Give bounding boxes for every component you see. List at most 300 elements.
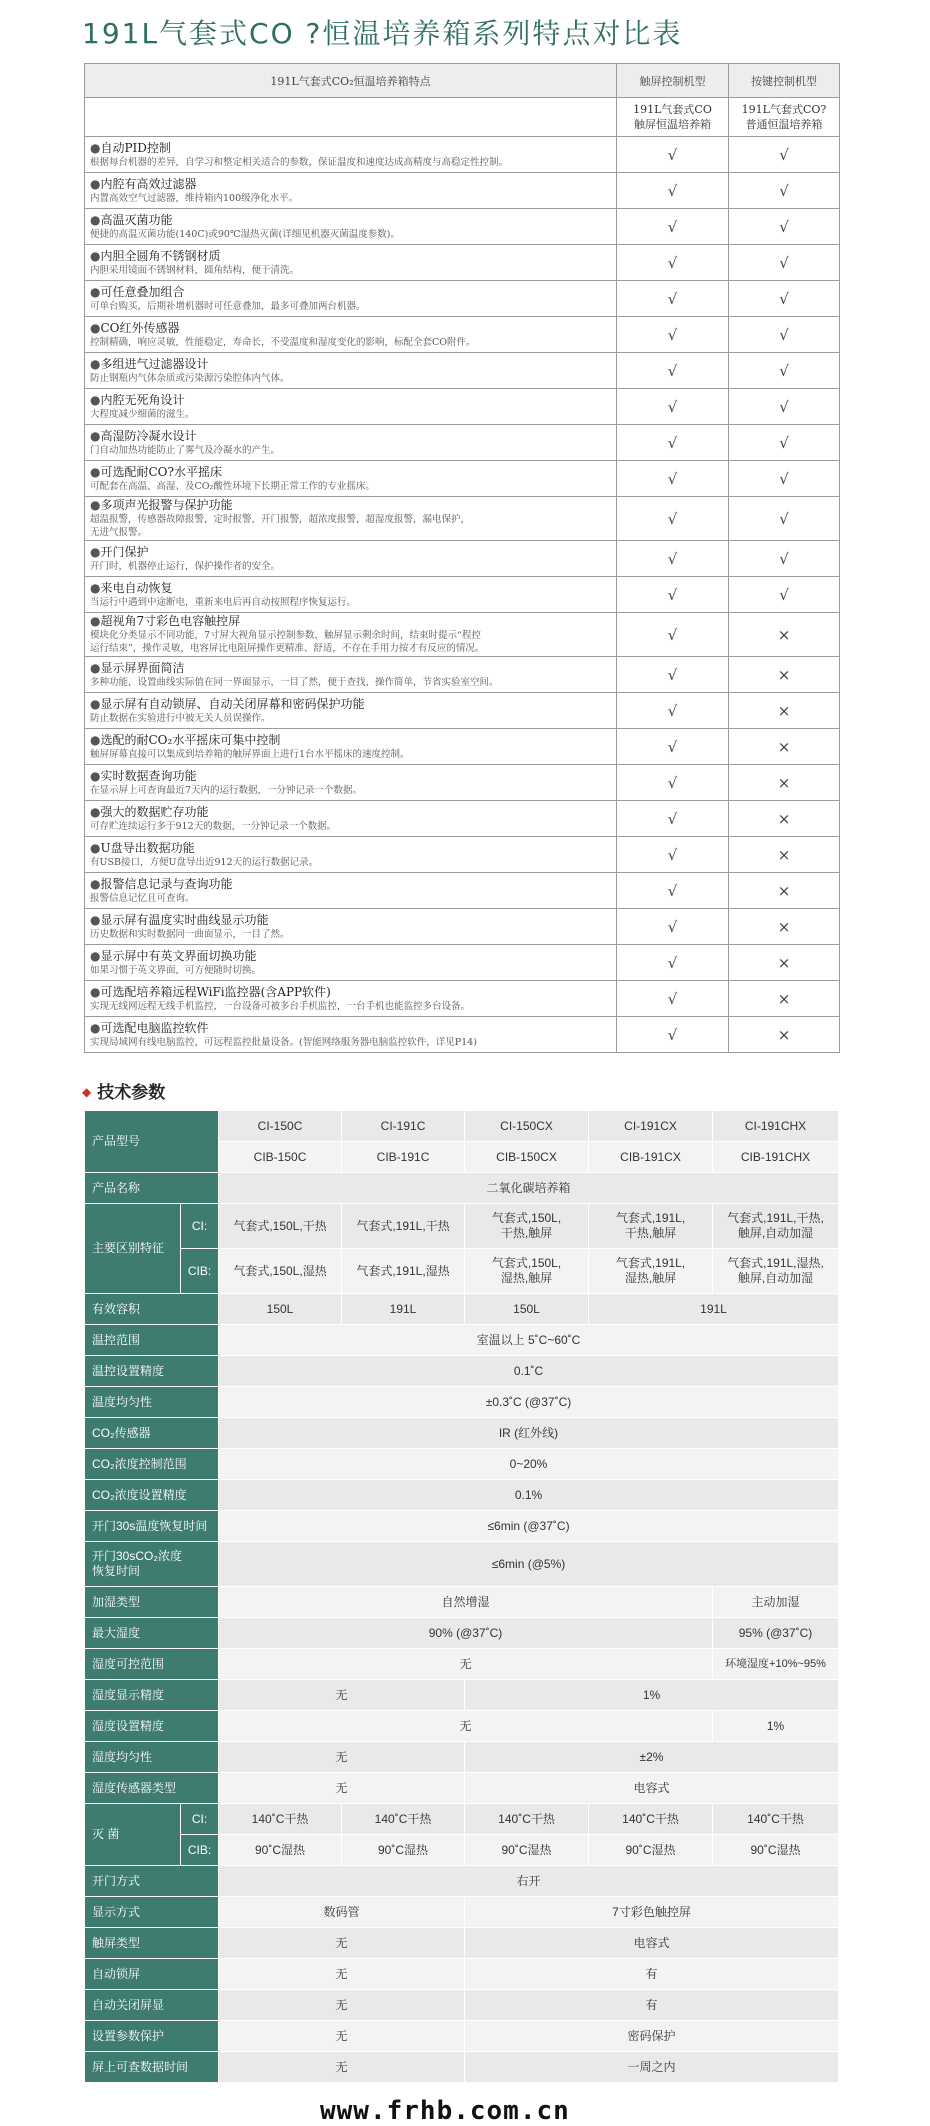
feature-cell [85, 765, 617, 801]
button-model-mark: √ [729, 209, 840, 245]
feature-title-line [90, 581, 611, 596]
feature-ci-1: 气套式,150L,干热 [219, 1204, 342, 1249]
feature-title: 开门保护 [100, 544, 149, 559]
feature-title-line [90, 769, 611, 784]
touch-model-mark: √ [617, 461, 729, 497]
feature-cell [85, 317, 617, 353]
feature-cib-tag: CIB: [181, 1249, 219, 1294]
steril-cib-2: 90˚C湿热 [342, 1835, 465, 1866]
feature-description: 实现无线网远程无线手机监控，一台设备可被多台手机监控，一台手机也能监控多台设备。 [90, 1000, 471, 1012]
touch-model-text: 191L气套式CO 触屏恒温培养箱 [633, 103, 712, 131]
feature-ci-tag: CI: [181, 1204, 219, 1249]
feature-title: 高湿防冷凝水设计 [100, 428, 197, 443]
autooff-a: 无 [219, 1990, 465, 2021]
feature-description: 控制精确，响应灵敏，性能稳定，寿命长，不受温度和湿度变化的影响，标配全套CO附件。 [90, 336, 476, 348]
touch-model-mark: √ [617, 873, 729, 909]
humid-sensor-label: 湿度传感器类型 [85, 1773, 219, 1804]
feature-cell [85, 945, 617, 981]
touch-model-mark: √ [617, 801, 729, 837]
feature-cell [85, 389, 617, 425]
feature-title-line [90, 913, 611, 928]
feature-title-line [90, 357, 611, 372]
feature-row [85, 317, 840, 353]
feature-label: 主要区别特征 [85, 1204, 181, 1294]
protect-b: 密码保护 [465, 2021, 839, 2052]
button-model-mark: × [729, 729, 840, 765]
steril-cib-3: 90˚C湿热 [465, 1835, 589, 1866]
humid-uni-a: 无 [219, 1742, 465, 1773]
autooff-b: 有 [465, 1990, 839, 2021]
feature-description: 触屏屏幕直接可以集成到培养箱的触屏界面上进行1台水平摇床的速度控制。 [90, 748, 410, 760]
spec-row-display [85, 1897, 839, 1928]
touch-model-mark: √ [617, 693, 729, 729]
feature-title-line [90, 285, 611, 300]
bullet-dot-icon: ● [90, 984, 101, 999]
query-b: 一周之内 [465, 2052, 839, 2083]
feature-description: 可存贮连续运行多于912天的数据，一分钟记录一个数据。 [90, 820, 337, 832]
touch-model-mark: √ [617, 837, 729, 873]
temp-range-label: 温控范围 [85, 1325, 219, 1356]
display-b: 7寸彩色触控屏 [465, 1897, 839, 1928]
bullet-dot-icon: ● [90, 840, 101, 855]
touch-type-b: 电容式 [465, 1928, 839, 1959]
feature-row [85, 577, 840, 613]
button-model-mark: × [729, 1017, 840, 1053]
bullet-dot-icon: ● [90, 1020, 101, 1035]
feature-description: 当运行中遇到中途断电，重新来电后再自动按照程序恢复运行。 [90, 596, 357, 608]
bullet-dot-icon: ● [90, 804, 101, 819]
steril-cib-5: 90˚C湿热 [713, 1835, 839, 1866]
steril-cib-4: 90˚C湿热 [589, 1835, 713, 1866]
humid-set-label: 湿度设置精度 [85, 1711, 219, 1742]
feature-title: 内腔有高效过滤器 [100, 176, 197, 191]
feature-row [85, 801, 840, 837]
feature-cell [85, 873, 617, 909]
feature-description: 可单台购买，后期补增机器时可任意叠加，最多可叠加两台机器。 [90, 300, 366, 312]
bullet-dot-icon: ● [90, 176, 101, 191]
feature-row [85, 389, 840, 425]
bullet-dot-icon: ● [90, 392, 101, 407]
feature-title: 自动PID控制 [100, 140, 171, 155]
feature-row [85, 765, 840, 801]
bullet-dot-icon: ● [90, 248, 101, 263]
feature-description: 门自动加热功能防止了雾气及冷凝水的产生。 [90, 444, 281, 456]
spec-row-humid-uni [85, 1742, 839, 1773]
protect-label: 设置参数保护 [85, 2021, 219, 2052]
model-cib-3: CIB-150CX [465, 1142, 589, 1173]
feature-cell [85, 1017, 617, 1053]
feature-title-line [90, 465, 611, 480]
touch-model-mark: √ [617, 209, 729, 245]
model-cib-1: CIB-150C [219, 1142, 342, 1173]
bullet-dot-icon: ● [90, 212, 101, 227]
spec-row-steril-cib [85, 1835, 839, 1866]
feature-description: 防止数据在实验进行中被无关人员误操作。 [90, 712, 271, 724]
feature-description: 开门时，机器停止运行，保护操作者的安全。 [90, 560, 281, 572]
button-model-mark: √ [729, 137, 840, 173]
feature-cib-2: 气套式,191L,湿热 [342, 1249, 465, 1294]
steril-cib-1: 90˚C湿热 [219, 1835, 342, 1866]
humid-uni-label: 湿度均匀性 [85, 1742, 219, 1773]
feature-description: 超温报警，传感器故障报警，定时报警，开门报警，超浓度报警，超湿度报警，漏电保护， [90, 514, 471, 525]
feature-description: 多种功能，设置曲线实际值在同一界面显示，一目了然，便于查找，操作简单，节省实验室空间。 [90, 676, 499, 688]
feature-title: 可选配耐CO?水平摇床 [100, 464, 222, 479]
recover-co2-value: ≤6min (@5%) [219, 1542, 839, 1587]
display-label: 显示方式 [85, 1897, 219, 1928]
model-cib-5: CIB-191CHX [713, 1142, 839, 1173]
feature-title-line [90, 498, 611, 513]
humid-uni-b: ±2% [465, 1742, 839, 1773]
feature-cell [85, 281, 617, 317]
spec-row-temp-uni [85, 1387, 839, 1418]
volume-4: 191L [589, 1294, 839, 1325]
feature-cell [85, 541, 617, 577]
feature-row [85, 281, 840, 317]
feature-row [85, 353, 840, 389]
recover30-label: 开门30s温度恢复时间 [85, 1511, 219, 1542]
protect-a: 无 [219, 2021, 465, 2052]
touch-model-mark: √ [617, 577, 729, 613]
bullet-dot-icon: ● [90, 696, 101, 711]
button-model-mark: × [729, 945, 840, 981]
humid-ctrl-a: 无 [219, 1649, 713, 1680]
steril-ci-2: 140˚C干热 [342, 1804, 465, 1835]
feature-row [85, 909, 840, 945]
feature-row [85, 693, 840, 729]
feature-row [85, 541, 840, 577]
volume-1: 150L [219, 1294, 342, 1325]
steril-ci-1: 140˚C干热 [219, 1804, 342, 1835]
bullet-dot-icon: ● [90, 660, 101, 675]
spec-row-humid-type [85, 1587, 839, 1618]
touch-model-mark: √ [617, 497, 729, 541]
button-model-mark: √ [729, 497, 840, 541]
humid-disp-a: 无 [219, 1680, 465, 1711]
feature-row [85, 613, 840, 657]
spec-row-humid-sensor [85, 1773, 839, 1804]
spec-row-recover-co2 [85, 1542, 839, 1587]
touch-model-mark: √ [617, 613, 729, 657]
feature-title-line [90, 141, 611, 156]
bullet-dot-icon: ● [90, 544, 101, 559]
spec-row-temp-range [85, 1325, 839, 1356]
touch-model-mark: √ [617, 765, 729, 801]
feature-description: 大程度减少细菌的滋生。 [90, 408, 195, 420]
spec-row-volume [85, 1294, 839, 1325]
feature-row [85, 981, 840, 1017]
feature-title: CO红外传感器 [100, 320, 180, 335]
feature-description: 根据每台机器的差异，自学习和整定相关适合的参数，保证温度和速度达成高精度与高稳定性控制。 [90, 156, 509, 168]
feature-title-line [90, 545, 611, 560]
spec-row-autooff [85, 1990, 839, 2021]
bullet-dot-icon: ● [90, 356, 101, 371]
humid-set-b: 1% [713, 1711, 839, 1742]
spec-row-humid-ctrl [85, 1649, 839, 1680]
touch-model-mark: √ [617, 909, 729, 945]
feature-description: 防止钢瓶内气体杂质或污染源污染腔体内气体。 [90, 372, 290, 384]
feature-row [85, 173, 840, 209]
feature-ci-5: 气套式,191L,干热, 触屏,自动加湿 [713, 1204, 839, 1249]
touch-model-mark: √ [617, 541, 729, 577]
feature-title: 多组进气过滤器设计 [100, 356, 209, 371]
humid-disp-label: 湿度显示精度 [85, 1680, 219, 1711]
button-model-mark: √ [729, 353, 840, 389]
spec-row-door [85, 1866, 839, 1897]
spec-row-protect [85, 2021, 839, 2052]
feature-description: 有USB接口，方便U盘导出近912天的运行数据记录。 [90, 856, 319, 868]
autolock-label: 自动锁屏 [85, 1959, 219, 1990]
humid-type-b: 主动加湿 [713, 1587, 839, 1618]
button-model-mark: × [729, 693, 840, 729]
autolock-b: 有 [465, 1959, 839, 1990]
touch-type-a: 无 [219, 1928, 465, 1959]
humid-type-a: 自然增湿 [219, 1587, 713, 1618]
feature-title-line [90, 614, 611, 629]
feature-description: 便捷的高温灭菌功能(140C)或90℃湿热灭菌(详细见机器灭菌温度参数)。 [90, 228, 400, 240]
spec-row-feature-cib [85, 1249, 839, 1294]
feature-title: 来电自动恢复 [100, 580, 173, 595]
model-cib-2: CIB-191C [342, 1142, 465, 1173]
touch-model-mark: √ [617, 425, 729, 461]
button-model-mark: √ [729, 173, 840, 209]
spec-row-query [85, 2052, 839, 2083]
feature-title-line [90, 733, 611, 748]
feature-row [85, 209, 840, 245]
humid-ctrl-b: 环境湿度+10%~95% [713, 1649, 839, 1680]
feature-row [85, 497, 840, 541]
feature-cib-1: 气套式,150L,湿热 [219, 1249, 342, 1294]
feature-cell [85, 245, 617, 281]
feature-table-subheader [85, 98, 840, 137]
co2-range-value: 0~20% [219, 1449, 839, 1480]
feature-cell [85, 209, 617, 245]
name-label: 产品名称 [85, 1173, 219, 1204]
steril-ci-5: 140˚C干热 [713, 1804, 839, 1835]
spec-row-name [85, 1173, 839, 1204]
touch-model-mark: √ [617, 281, 729, 317]
feature-description: 可配套在高温、高湿、及CO₂酸性环境下长期正常工作的专业摇床。 [90, 480, 375, 492]
touch-model-mark: √ [617, 657, 729, 693]
feature-ci-3: 气套式,150L, 干热,触屏 [465, 1204, 589, 1249]
feature-description: 如果习惯于英文界面，可方便随时切换。 [90, 964, 262, 976]
button-model-name [729, 98, 840, 137]
button-model-mark: × [729, 765, 840, 801]
feature-title: 显示屏界面简洁 [100, 660, 185, 675]
feature-cell [85, 837, 617, 873]
feature-title: 显示屏有温度实时曲线显示功能 [100, 912, 269, 927]
feature-cib-3: 气套式,150L, 湿热,触屏 [465, 1249, 589, 1294]
autooff-label: 自动关闭屏显 [85, 1990, 219, 2021]
feature-row [85, 425, 840, 461]
feature-cell [85, 613, 617, 657]
bullet-dot-icon: ● [90, 614, 101, 628]
door-value: 右开 [219, 1866, 839, 1897]
feature-description: 在显示屏上可查询最近7天内的运行数据，一分钟记录一个数据。 [90, 784, 363, 796]
humid-set-a: 无 [219, 1711, 713, 1742]
steril-ci-3: 140˚C干热 [465, 1804, 589, 1835]
touch-model-mark: √ [617, 1017, 729, 1053]
bullet-dot-icon: ● [90, 464, 101, 479]
features-column-header: 191L气套式CO₂恒温培养箱特点 [85, 64, 617, 98]
recover30-value: ≤6min (@37˚C) [219, 1511, 839, 1542]
spec-row-temp-set [85, 1356, 839, 1387]
page-title: 191L气套式CO ?恒温培养箱系列特点对比表 [82, 17, 683, 50]
feature-title: 显示屏有自动锁屏、自动关闭屏幕和密码保护功能 [100, 696, 365, 711]
feature-description: 历史数据和实时数据同一曲面显示，一目了然。 [90, 928, 290, 940]
feature-cell [85, 729, 617, 765]
max-humid-b: 95% (@37˚C) [713, 1618, 839, 1649]
bullet-dot-icon: ● [90, 140, 101, 155]
feature-title-line [90, 949, 611, 964]
feature-title-line [90, 1021, 611, 1036]
model-ci-4: CI-191CX [589, 1111, 713, 1142]
bullet-dot-icon: ● [90, 580, 101, 595]
query-a: 无 [219, 2052, 465, 2083]
feature-title-line [90, 877, 611, 892]
feature-title-line [90, 213, 611, 228]
volume-2: 191L [342, 1294, 465, 1325]
tech-params-title: 技术参数 [97, 1083, 166, 1103]
feature-cell [85, 577, 617, 613]
button-column-header: 按键控制机型 [729, 64, 840, 98]
co2-set-value: 0.1% [219, 1480, 839, 1511]
model-label: 产品型号 [85, 1111, 219, 1173]
feature-row [85, 137, 840, 173]
feature-cib-4: 气套式,191L, 湿热,触屏 [589, 1249, 713, 1294]
touch-model-mark: √ [617, 317, 729, 353]
co2-sensor-label: CO₂传感器 [85, 1418, 219, 1449]
touch-model-mark: √ [617, 389, 729, 425]
feature-title-line [90, 393, 611, 408]
bullet-dot-icon: ● [90, 768, 101, 783]
feature-comparison-table [84, 63, 840, 1053]
feature-title-line [90, 661, 611, 676]
touch-model-mark: √ [617, 245, 729, 281]
steril-label: 灭 菌 [85, 1804, 181, 1866]
humid-disp-b: 1% [465, 1680, 839, 1711]
button-model-mark: × [729, 801, 840, 837]
feature-cell [85, 461, 617, 497]
bullet-dot-icon: ● [90, 912, 101, 927]
button-model-mark: × [729, 909, 840, 945]
feature-cell [85, 981, 617, 1017]
touch-type-label: 触屏类型 [85, 1928, 219, 1959]
button-model-mark: √ [729, 317, 840, 353]
recover-co2-label: 开门30sCO₂浓度 恢复时间 [85, 1542, 219, 1587]
feature-cib-5: 气套式,191L,湿热, 触屏,自动加湿 [713, 1249, 839, 1294]
query-label: 屏上可查数据时间 [85, 2052, 219, 2083]
feature-title: 显示屏中有英文界面切换功能 [100, 948, 257, 963]
watermark: www.frhb.com.cn [320, 2096, 570, 2126]
feature-cell [85, 497, 617, 541]
button-model-mark: √ [729, 461, 840, 497]
spec-row-autolock [85, 1959, 839, 1990]
feature-title: 强大的数据贮存功能 [100, 804, 209, 819]
temp-range-value: 室温以上 5˚C~60˚C [219, 1325, 839, 1356]
tech-spec-table [84, 1110, 839, 2083]
touch-model-mark: √ [617, 173, 729, 209]
feature-cell [85, 801, 617, 837]
button-model-mark: √ [729, 389, 840, 425]
spec-row-model-ci [85, 1111, 839, 1142]
button-model-mark: × [729, 981, 840, 1017]
feature-title: 报警信息记录与查询功能 [100, 876, 233, 891]
feature-title-line [90, 249, 611, 264]
feature-row [85, 245, 840, 281]
feature-description: 内胆采用镜面不锈钢材料，圆角结构，便于清洗。 [90, 264, 300, 276]
name-value: 二氧化碳培养箱 [219, 1173, 839, 1204]
spec-row-touch-type [85, 1928, 839, 1959]
button-model-mark: × [729, 837, 840, 873]
spec-row-co2-set [85, 1480, 839, 1511]
volume-label: 有效容积 [85, 1294, 219, 1325]
autolock-a: 无 [219, 1959, 465, 1990]
feature-cell [85, 137, 617, 173]
feature-description: 模块化分类显示不同功能，7寸屏大视角显示控制参数，触屏显示剩余时间，结束时提示“程控 [90, 630, 481, 641]
temp-set-label: 温控设置精度 [85, 1356, 219, 1387]
feature-row [85, 945, 840, 981]
feature-cell [85, 909, 617, 945]
spec-row-humid-disp [85, 1680, 839, 1711]
feature-title: 高温灭菌功能 [100, 212, 173, 227]
feature-title: 超视角7寸彩色电容触控屏 [100, 614, 241, 628]
model-ci-3: CI-150CX [465, 1111, 589, 1142]
feature-ci-4: 气套式,191L, 干热,触屏 [589, 1204, 713, 1249]
feature-title: 内腔无死角设计 [100, 392, 185, 407]
bullet-dot-icon: ● [90, 428, 101, 443]
feature-title-line [90, 697, 611, 712]
feature-title: 选配的耐CO₂水平摇床可集中控制 [100, 732, 281, 747]
touch-model-name [617, 98, 729, 137]
touch-model-mark: √ [617, 981, 729, 1017]
feature-title: 可任意叠加组合 [100, 284, 185, 299]
feature-cell [85, 353, 617, 389]
feature-cell [85, 425, 617, 461]
feature-title-line [90, 177, 611, 192]
feature-description: 内置高效空气过滤器，维持箱内100级净化水平。 [90, 192, 299, 204]
spec-row-feature-ci [85, 1204, 839, 1249]
button-model-mark: √ [729, 281, 840, 317]
steril-ci-4: 140˚C干热 [589, 1804, 713, 1835]
volume-3: 150L [465, 1294, 589, 1325]
feature-title: 实时数据查询功能 [100, 768, 197, 783]
spec-row-recover30 [85, 1511, 839, 1542]
bullet-dot-icon: ● [90, 498, 101, 512]
button-model-mark: × [729, 873, 840, 909]
feature-title: U盘导出数据功能 [100, 840, 195, 855]
feature-table-header [85, 64, 840, 98]
door-label: 开门方式 [85, 1866, 219, 1897]
bullet-dot-icon: ● [90, 284, 101, 299]
touch-model-mark: √ [617, 137, 729, 173]
feature-ci-2: 气套式,191L,干热 [342, 1204, 465, 1249]
button-model-text: 191L气套式CO? 普通恒温培养箱 [741, 103, 827, 131]
feature-row [85, 657, 840, 693]
touch-model-mark: √ [617, 353, 729, 389]
steril-ci-tag: CI: [181, 1804, 219, 1835]
steril-cib-tag: CIB: [181, 1835, 219, 1866]
spec-row-steril-ci [85, 1804, 839, 1835]
feature-title: 多项声光报警与保护功能 [100, 498, 233, 512]
spec-row-humid-set [85, 1711, 839, 1742]
humid-sensor-b: 电容式 [465, 1773, 839, 1804]
bullet-dot-icon: ● [90, 732, 101, 747]
feature-description: 实现局域网有线电脑监控，可远程监控批量设备。(智能网络服务器电脑监控软件，详见P14) [90, 1036, 477, 1048]
button-model-mark: × [729, 657, 840, 693]
bullet-dot-icon: ● [90, 320, 101, 335]
temp-uni-value: ±0.3˚C (@37˚C) [219, 1387, 839, 1418]
touch-model-mark: √ [617, 945, 729, 981]
